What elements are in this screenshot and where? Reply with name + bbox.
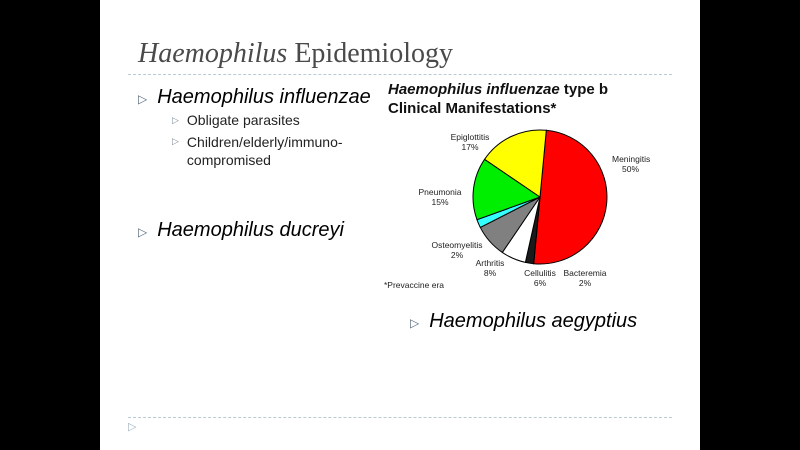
pie-label-arthritis: Arthritis — [475, 258, 505, 268]
sub-bullet-label: Obligate parasites — [186, 112, 300, 128]
sub-line-2: compromised — [186, 152, 271, 168]
bullet-label: Haemophilus ducreyi — [157, 219, 344, 241]
sub-bullet-arrow-icon: ▷ — [172, 115, 179, 125]
pie-value-cellulitis: 6% — [533, 278, 547, 288]
footer-divider — [128, 417, 672, 418]
bullet-arrow-icon: ▷ — [138, 225, 148, 239]
chart-title-italic: Haemophilus influenzae — [388, 81, 560, 98]
pie-label-meningitis: Meningitis — [612, 154, 651, 164]
bullet-label: Haemophilus aegyptius — [429, 310, 638, 332]
chart-footnote: *Prevaccine era — [384, 280, 445, 290]
pie-chart — [100, 0, 700, 450]
bullet-arrow-icon: ▷ — [410, 316, 420, 330]
pie-label-osteomyelitis: Osteomyelitis — [431, 240, 483, 250]
pie-value-bacteremia: 2% — [578, 278, 592, 288]
pie-label-bacteremia: Bacteremia — [563, 268, 607, 278]
bullet-arrow-icon: ▷ — [138, 92, 148, 106]
slide — [100, 0, 700, 450]
sub-line-1: Children/elderly/immuno- — [186, 134, 343, 150]
pie-value-meningitis: 50% — [622, 164, 640, 174]
pie-value-pneumonia: 15% — [431, 197, 449, 207]
chart-title-rest: type b — [559, 81, 609, 98]
pie-label-cellulitis: Cellulitis — [524, 268, 556, 278]
pie-value-osteomyelitis: 2% — [450, 250, 464, 260]
pie-value-arthritis: 8% — [483, 268, 497, 278]
sub-bullet-arrow-icon: ▷ — [172, 136, 179, 146]
chart-title-line2: Clinical Manifestations* — [388, 100, 557, 117]
bullet-label: Haemophilus influenzae — [157, 86, 371, 108]
pie-value-epiglottitis: 17% — [461, 142, 479, 152]
slide-nav-arrow-icon[interactable]: ▷ — [128, 421, 137, 433]
bullet-h-aegyptius — [410, 310, 637, 333]
pie-label-epiglottitis: Epiglottitis — [450, 132, 490, 142]
pie-label-pneumonia: Pneumonia — [418, 187, 462, 197]
title-rest: Epidemiology — [287, 38, 453, 69]
title-italic: Haemophilus — [138, 38, 288, 69]
